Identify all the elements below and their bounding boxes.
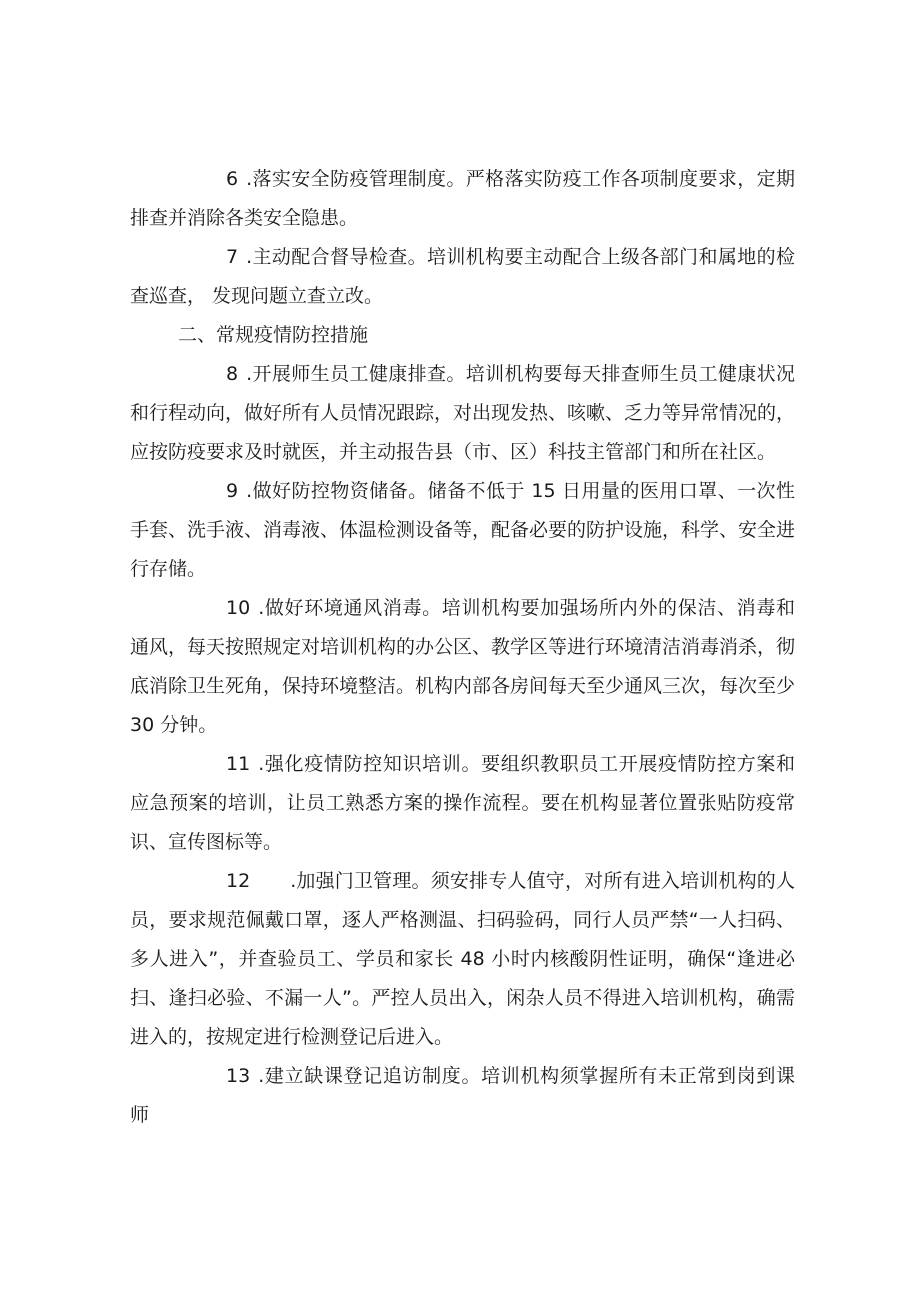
item-number: 13 — [226, 1065, 251, 1087]
section-heading: 二、常规疫情防控措施 — [178, 324, 369, 346]
item-number: 8 — [226, 363, 239, 385]
item-number: 6 — [226, 168, 239, 190]
paragraph-text: .开展师生员工健康排查。培训机构要每天排查师生员工健康状况和行程动向，做好所有人员情况跟踪，对出现发热、咳嗽、乏力等异常情况的，应按防疫要求及时就医，并主动报告县（市、区）科技主管部门和所在社区。 — [130, 363, 796, 463]
paragraph-8 — [130, 355, 795, 472]
paragraph-9 — [130, 472, 795, 589]
item-number: 7 — [226, 246, 239, 268]
paragraph-10 — [130, 589, 795, 745]
paragraph-text: .建立缺课登记追访制度。培训机构须掌握所有未正常到岗到课师 — [130, 1065, 795, 1126]
item-number: 10 — [226, 597, 251, 619]
document-body — [130, 160, 795, 1135]
paragraph-text: .做好环境通风消毒。培训机构要加强场所内外的保洁、消毒和通风，每天按照规定对培训机构的办公区、教学区等进行环境清洁消毒消杀，彻底消除卫生死角，保持环境整洁。机构内部各房间每天至少通风三次，每次至少 30 分钟。 — [130, 597, 796, 736]
paragraph-11 — [130, 745, 795, 862]
paragraph-text: .主动配合督导检查。培训机构要主动配合上级各部门和属地的检查巡查， 发现问题立查立改。 — [130, 246, 795, 307]
item-number: 11 — [226, 753, 251, 775]
item-number: 9 — [226, 480, 239, 502]
paragraph-text: .强化疫情防控知识培训。要组织教职员工开展疫情防控方案和应急预案的培训，让员工熟悉方案的操作流程。要在机构显著位置张贴防疫常识、宣传图标等。 — [130, 753, 795, 853]
item-number: 12 — [226, 870, 251, 892]
paragraph-12 — [130, 862, 795, 1057]
paragraph-7 — [130, 238, 795, 316]
paragraph-text: .落实安全防疫管理制度。严格落实防疫工作各项制度要求，定期排查并消除各类安全隐患。 — [130, 168, 795, 229]
paragraph-6 — [130, 160, 795, 238]
paragraph-text: .做好防控物资储备。储备不低于 15 日用量的医用口罩、一次性手套、洗手液、消毒液、体温检测设备等，配备必要的防护设施，科学、安全进行存储。 — [130, 480, 796, 580]
paragraph-13 — [130, 1057, 795, 1135]
paragraph-text: .加强门卫管理。须安排专人值守，对所有进入培训机构的人员，要求规范佩戴口罩，逐人严格测温、扫码验码，同行人员严禁“一人扫码、多人进入”，并查验员工、学员和家长 48 小时内核酸阴性证明，确保“逢进必扫、逢扫必验、不漏一人”。严控人员出入，闲杂人员不得进入培训机构，确需进入的，按规定进行检测登记后进入。 — [130, 870, 795, 1048]
